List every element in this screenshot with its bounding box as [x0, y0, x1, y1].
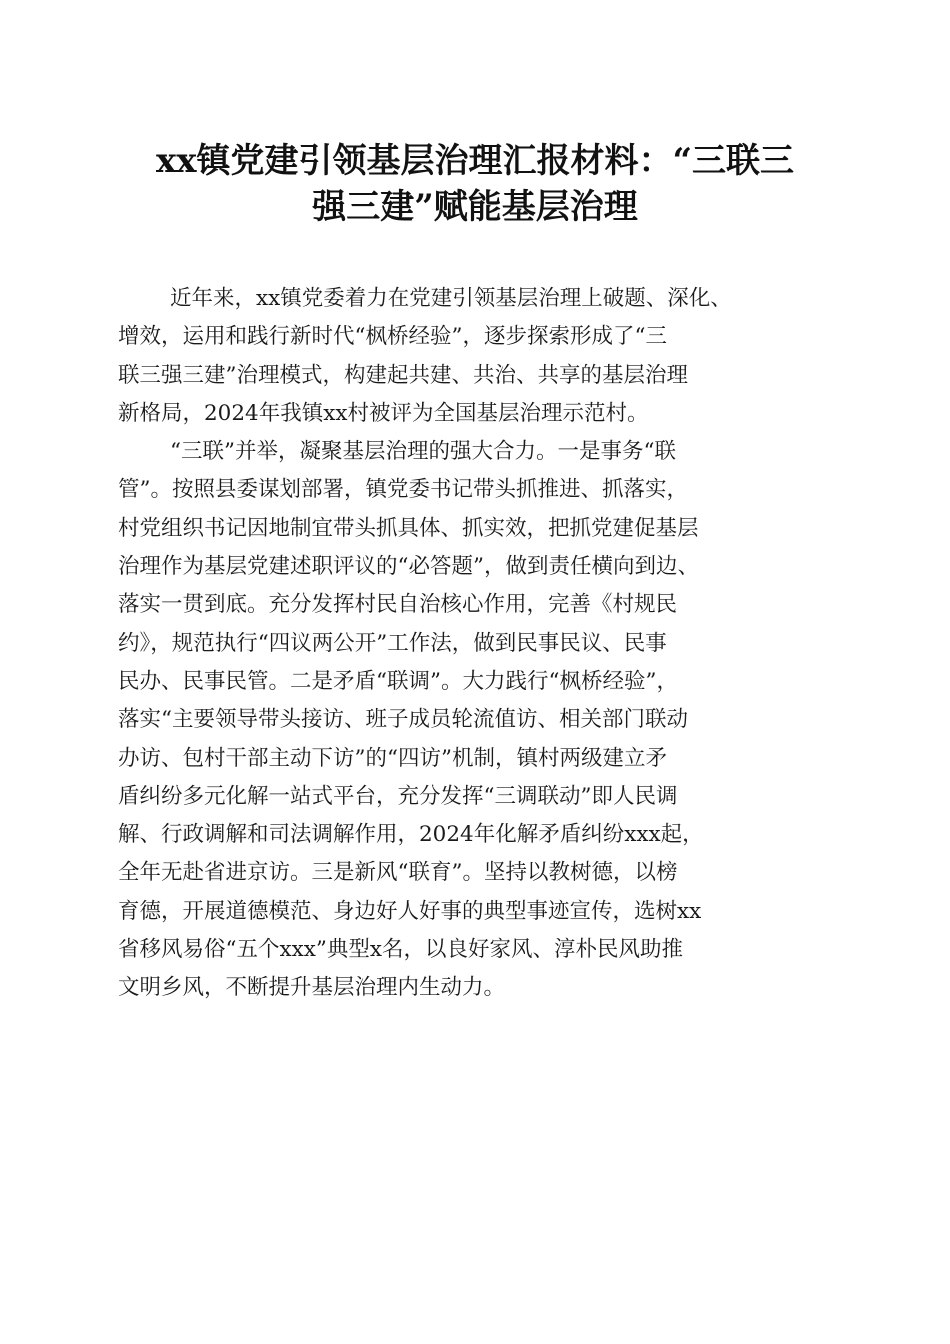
text-line: “三联”并举，凝聚基层治理的强大合力。一是事务“联: [170, 439, 676, 465]
paragraph-intro: [118, 280, 838, 433]
text-line: 村党组织书记因地制宜带头抓具体、抓实效，把抓党建促基层: [118, 515, 699, 541]
text-line: 文明乡风，不断提升基层治理内生动力。: [118, 975, 506, 1001]
text-line: 全年无赴省进京访。三是新风“联育”。坚持以教树德，以榜: [118, 860, 678, 886]
text-line: 解、行政调解和司法调解作用，2024年化解矛盾纠纷xxx起，: [118, 822, 704, 848]
text-line: 联三强三建”治理模式，构建起共建、共治、共享的基层治理: [118, 362, 688, 388]
text-line: 民办、民事民管。二是矛盾“联调”。大力践行“枫桥经验”，: [118, 668, 678, 694]
text-line: 盾纠纷多元化解一站式平台，充分发挥“三调联动”即人民调: [118, 783, 678, 809]
text-line: 落实“主要领导带头接访、班子成员轮流值访、相关部门联动: [118, 707, 688, 733]
text-line: 管”。按照县委谋划部署，镇党委书记带头抓推进、抓落实，: [118, 477, 688, 503]
text-line: 治理作为基层党建述职评议的“必答题”，做到责任横向到边、: [118, 554, 699, 580]
text-line: 近年来，xx镇党委着力在党建引领基层治理上破题、深化、: [170, 286, 732, 311]
title-line: xx镇党建引领基层治理汇报材料：“三联三: [155, 141, 795, 181]
title-line: 强三建”赋能基层治理: [312, 187, 638, 227]
document-body: [118, 280, 838, 1008]
text-line: 新格局，2024年我镇xx村被评为全国基层治理示范村。: [118, 400, 649, 426]
document-title: [100, 138, 850, 230]
text-line: 省移风易俗“五个xxx”典型x名，以良好家风、淳朴民风助推: [118, 937, 683, 963]
paragraph-san-lian: [118, 433, 838, 1007]
text-line: 育德，开展道德模范、身边好人好事的典型事迹宣传，选树xx: [118, 898, 702, 924]
text-line: 增效，运用和践行新时代“枫桥经验”，逐步探索形成了“三: [118, 324, 667, 350]
text-line: 约》，规范执行“四议两公开”工作法，做到民事民议、民事: [118, 630, 667, 656]
text-line: 办访、包村干部主动下访”的“四访”机制，镇村两级建立矛: [118, 745, 667, 771]
text-line: 落实一贯到底。充分发挥村民自治核心作用，完善《村规民: [118, 592, 678, 618]
